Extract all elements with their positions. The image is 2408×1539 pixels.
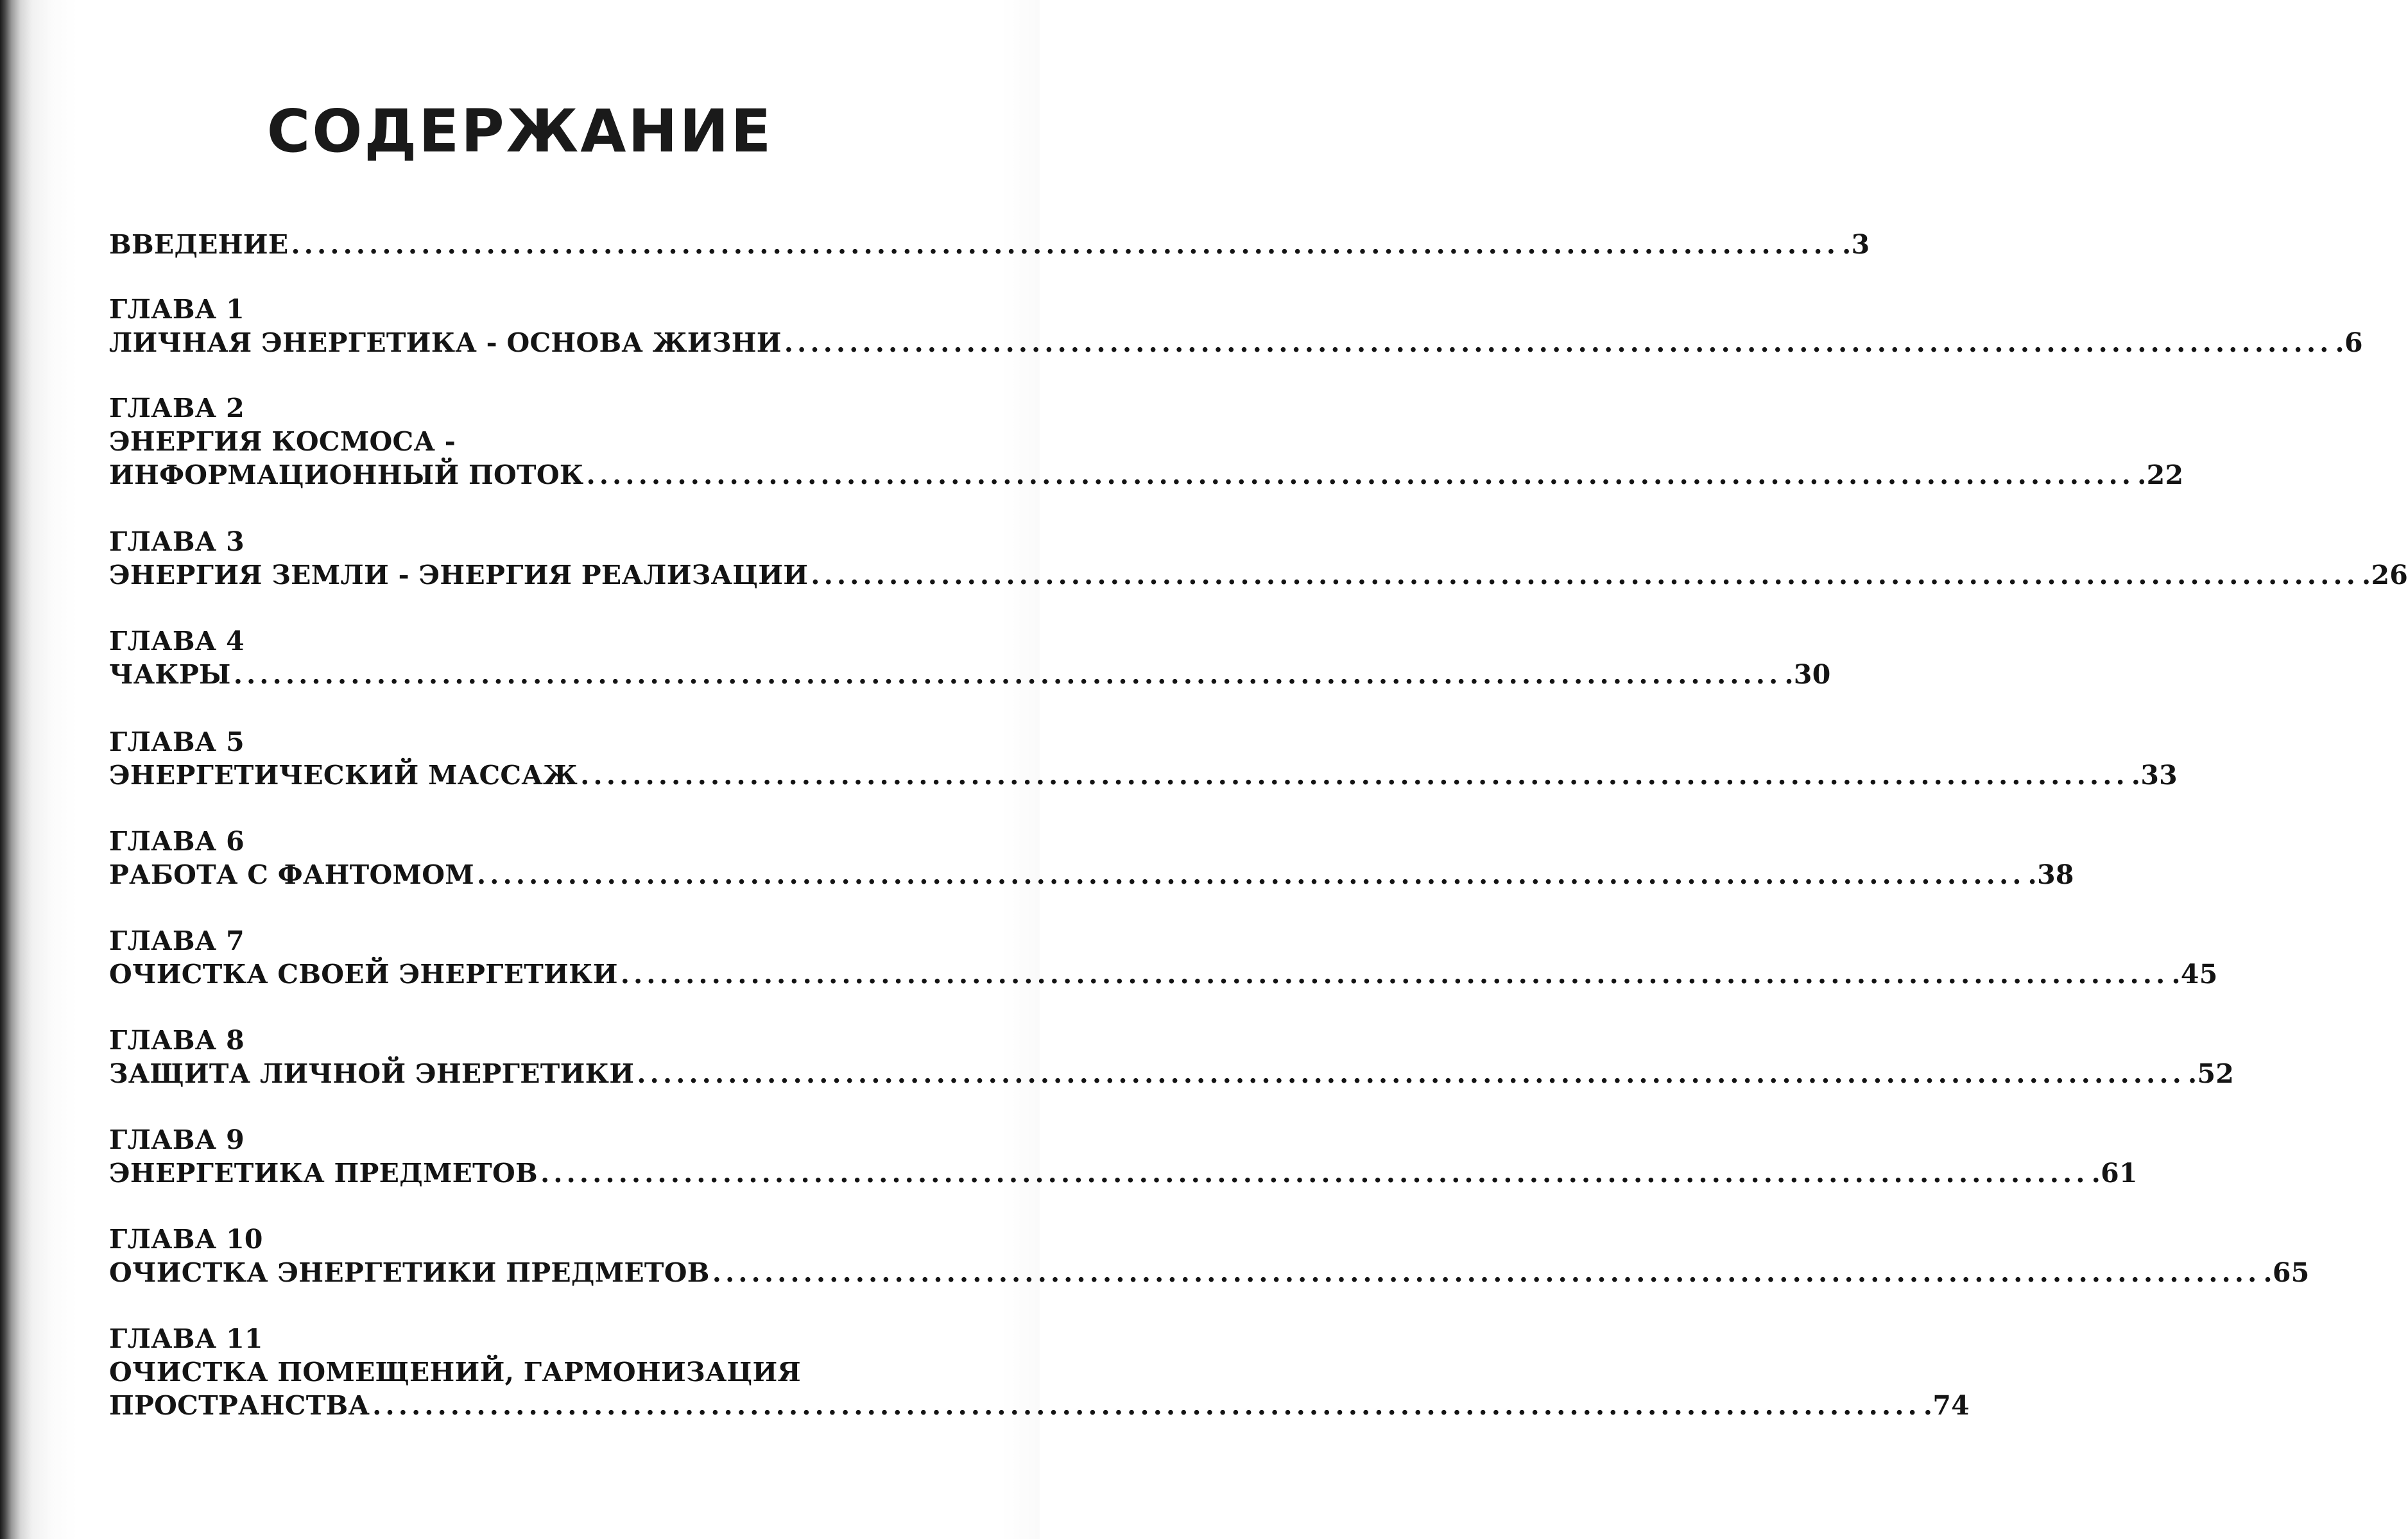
chapter-label: ГЛАВА 1 [109,294,245,325]
toc-entry-title: ПРОСТРАНСТВА [109,1390,370,1421]
toc-entry-title: ЭНЕРГЕТИКА ПРЕДМЕТОВ [109,1158,538,1189]
toc-entry-title: ЭНЕРГИЯ ЗЕМЛИ - ЭНЕРГИЯ РЕАЛИЗАЦИИ [109,560,809,590]
toc-page-number: .65 [2263,1257,2310,1288]
toc-page-number: .30 [1784,659,1831,690]
toc-entry-chapter-9 [109,1123,2138,1190]
dot-leader: ....................................................................................................................... [476,859,2025,890]
toc-row [109,958,2218,991]
toc-entry-title: ЧАКРЫ [109,659,231,690]
toc-page-number: .33 [2131,760,2178,791]
chapter-label: ГЛАВА 6 [109,826,245,857]
toc-entry-chapter-6 [109,825,2074,891]
dot-leader: ....................................................................................................................... [233,659,1782,690]
toc-entry-chapter-4 [109,624,1831,691]
toc-row [109,1057,2235,1090]
toc-entry-chapter-11 [109,1322,1970,1422]
toc-row [109,1389,1970,1422]
toc-entry-title: ОЧИСТКА СВОЕЙ ЭНЕРГЕТИКИ [109,959,618,990]
toc-entry-title: ОЧИСТКА ЭНЕРГЕТИКИ ПРЕДМЕТОВ [109,1257,710,1288]
toc-entry-intro [109,228,1870,261]
toc-entry-chapter-2 [109,391,2184,492]
toc-entry-chapter-3 [109,525,2408,592]
toc-entry-title: РАБОТА С ФАНТОМОМ [109,859,474,890]
toc-entry-title: ВВЕДЕНИЕ [109,229,289,260]
toc-entry-title-line: ЭНЕРГИЯ КОСМОСА - [109,426,456,457]
chapter-label: ГЛАВА 2 [109,393,245,424]
toc-entry-chapter-7 [109,924,2218,991]
toc-entry-title: ЭНЕРГЕТИЧЕСКИЙ МАССАЖ [109,760,578,791]
dot-leader: ....................................................................................................................... [291,229,1839,260]
toc-row [109,326,2363,359]
chapter-label: ГЛАВА 8 [109,1025,245,1056]
toc-page-number: .38 [2027,859,2074,890]
toc-row [109,658,1831,691]
toc-entry-title: ЛИЧНАЯ ЭНЕРГЕТИКА - ОСНОВА ЖИЗНИ [109,327,782,358]
toc-row [109,1156,2138,1190]
toc-row [109,759,2178,792]
dot-leader: ....................................................................................................................... [637,1058,2185,1089]
chapter-label: ГЛАВА 4 [109,626,245,657]
toc-page-number: .74 [1923,1390,1970,1421]
toc-page-number: .6 [2335,327,2363,358]
toc-entry-chapter-10 [109,1223,2310,1289]
chapter-label: ГЛАВА 3 [109,526,245,557]
chapter-label: ГЛАВА 9 [109,1124,245,1155]
toc-row [109,1256,2310,1289]
chapter-label: ГЛАВА 10 [109,1224,263,1255]
toc-row [109,458,2184,492]
toc-page-number: .26 [2361,560,2408,590]
toc-row [109,228,1870,261]
toc-page-number: .22 [2137,460,2184,490]
toc-entry-title: ЗАЩИТА ЛИЧНОЙ ЭНЕРГЕТИКИ [109,1058,635,1089]
toc-entry-chapter-8 [109,1024,2235,1090]
dot-leader: ....................................................................................................................... [620,959,2169,990]
dot-leader: ....................................................................................................................... [372,1390,1921,1421]
toc-entry-chapter-1 [109,293,2363,359]
dot-leader: ....................................................................................................................... [811,560,2359,590]
toc-page-number: .3 [1842,229,1870,260]
dot-leader: ....................................................................................................................... [784,327,2333,358]
dot-leader: ....................................................................................................................... [540,1158,2089,1189]
chapter-label: ГЛАВА 7 [109,925,245,956]
toc-row [109,858,2074,891]
dot-leader: ....................................................................................................................... [580,760,2129,791]
chapter-label: ГЛАВА 11 [109,1323,263,1354]
toc-page-number: .52 [2187,1058,2235,1089]
page-title: СОДЕРЖАНИЕ [266,97,773,166]
toc-row [109,558,2408,592]
chapter-label: ГЛАВА 5 [109,727,245,757]
toc-page-number: .61 [2091,1158,2138,1189]
toc-page-number: .45 [2171,959,2218,990]
toc-entry-chapter-5 [109,725,2178,792]
toc-entry-title-line: ОЧИСТКА ПОМЕЩЕНИЙ, ГАРМОНИЗАЦИЯ [109,1357,801,1388]
toc-entry-title: ИНФОРМАЦИОННЫЙ ПОТОК [109,460,584,490]
dot-leader: ....................................................................................................................... [586,460,2135,490]
dot-leader: ....................................................................................................................... [712,1257,2261,1288]
